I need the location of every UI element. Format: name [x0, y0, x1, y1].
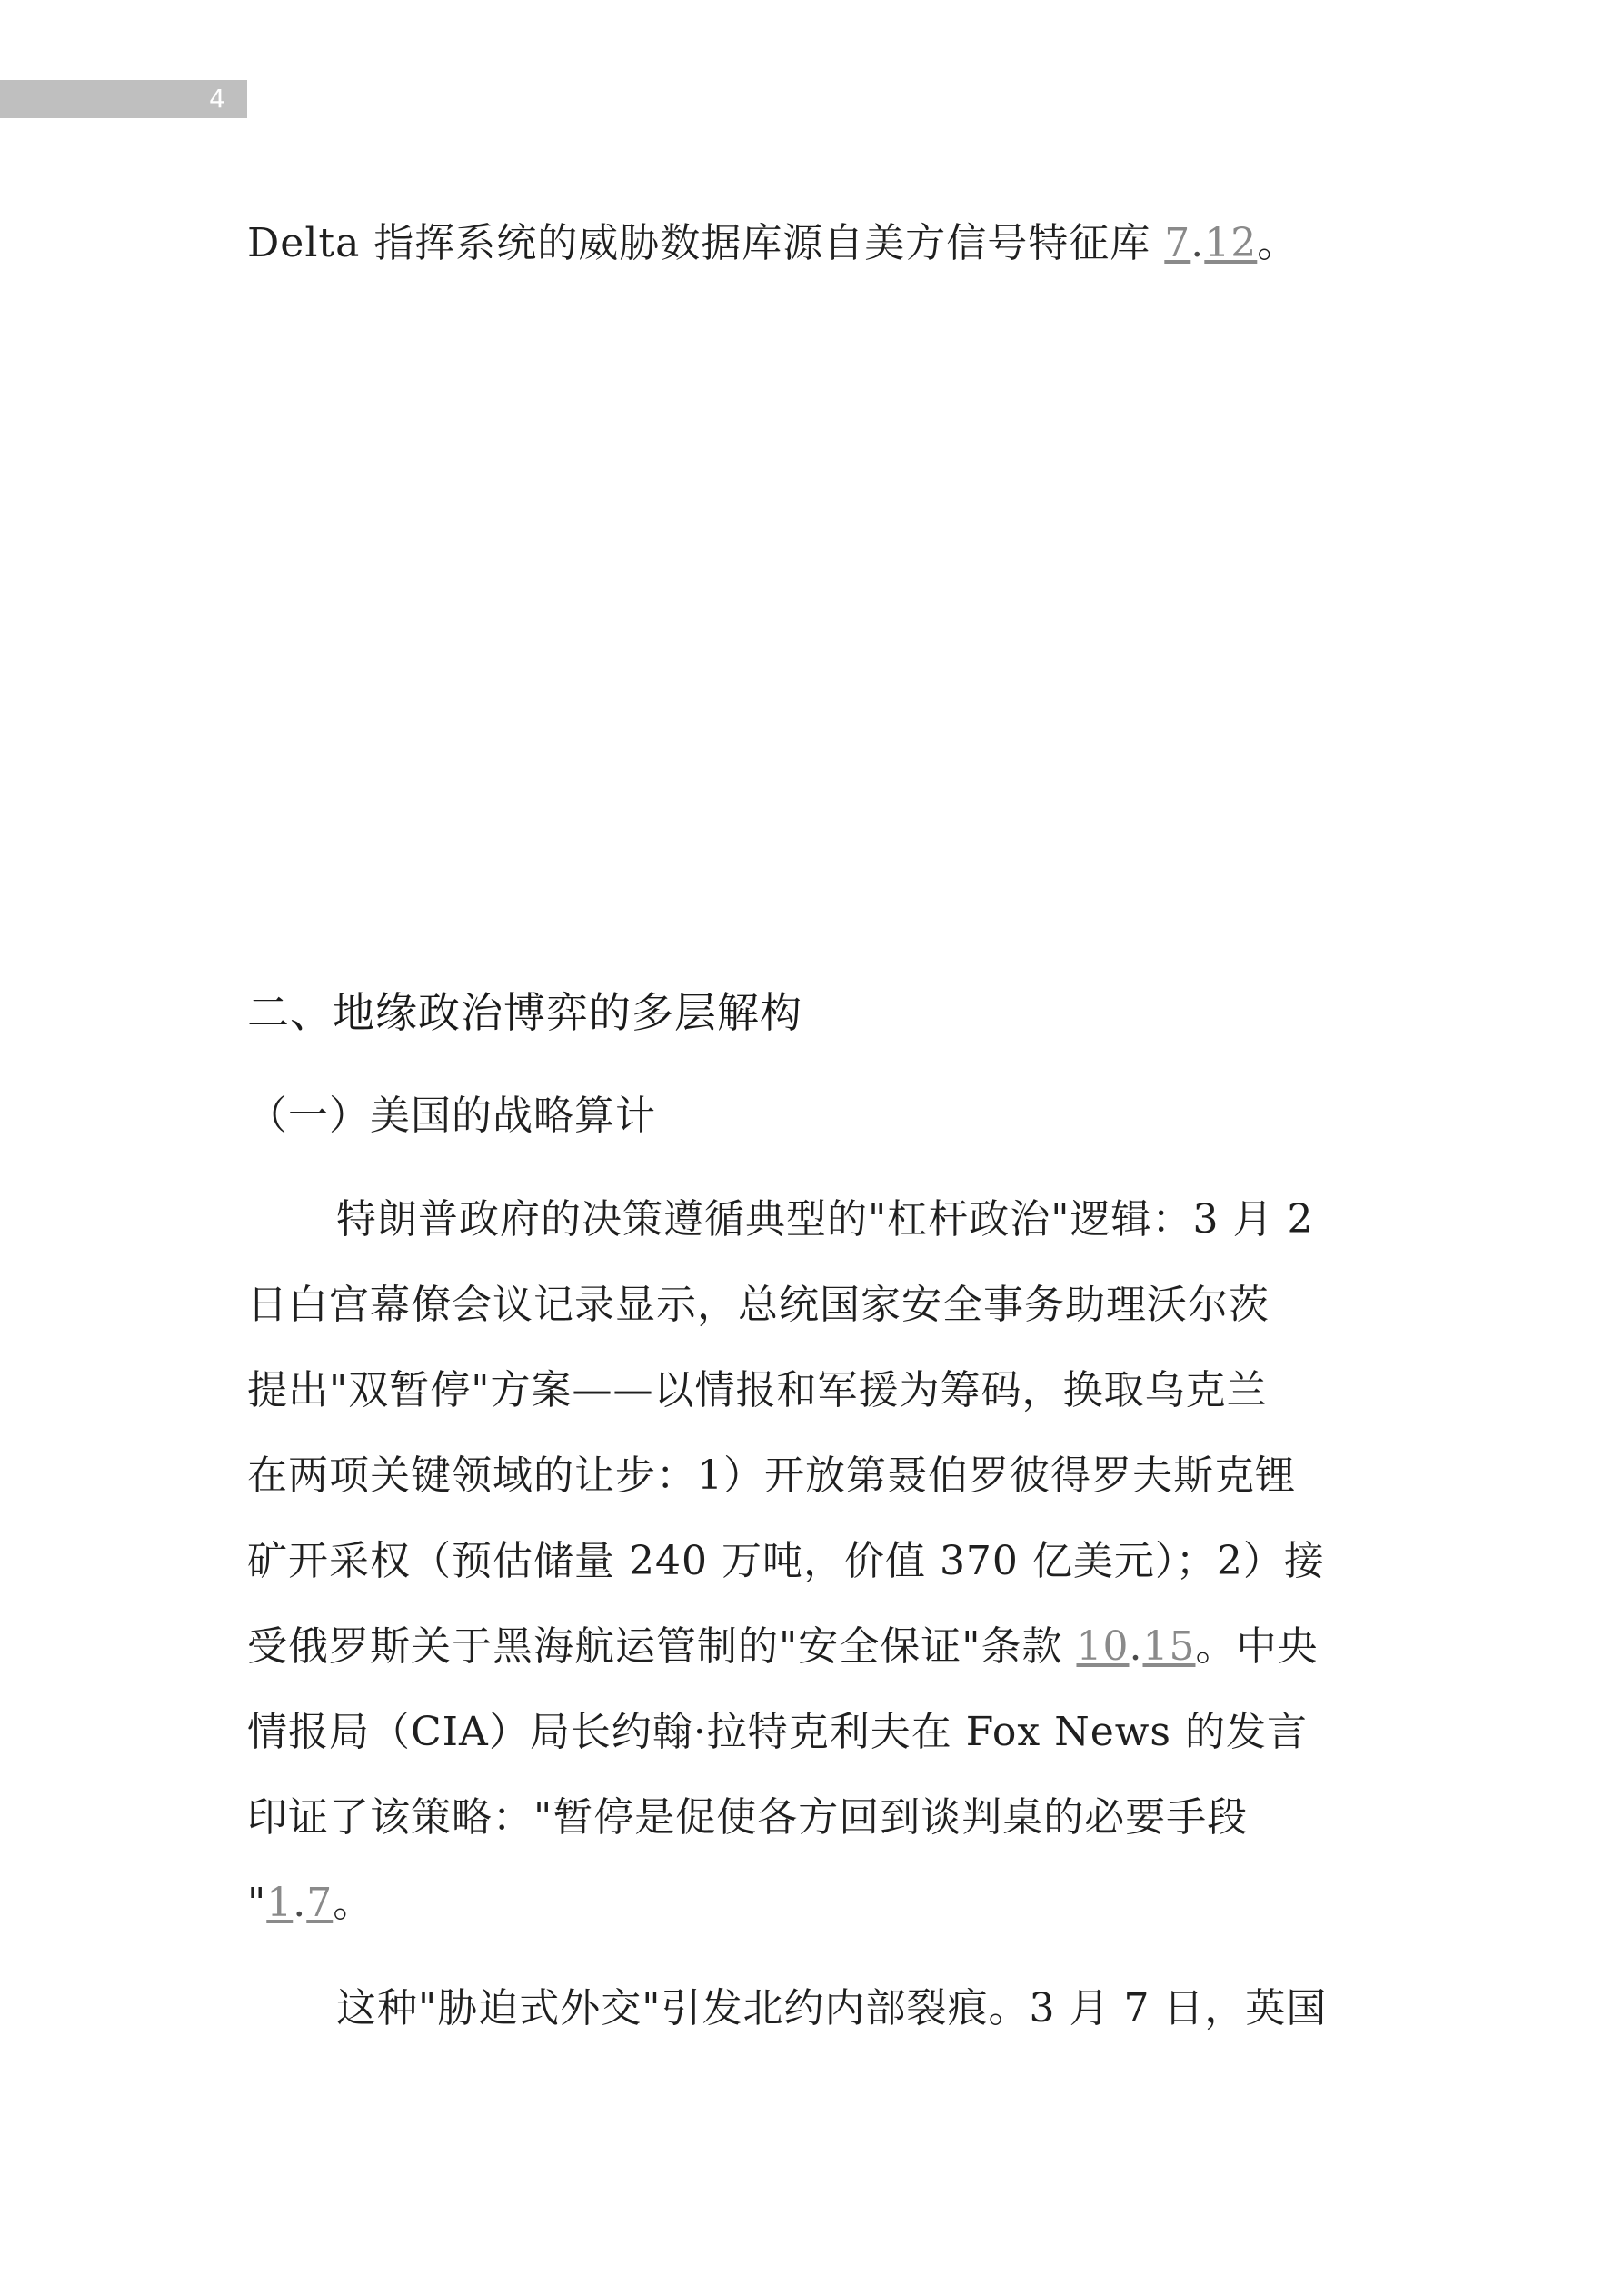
paragraph-line: 这种"胁迫式外交"引发北约内部裂痕。3 月 7 日，英国	[336, 1985, 1328, 2031]
paragraph-text: "	[247, 1880, 267, 1926]
subsection-heading: （一）美国的战略算计	[247, 1093, 656, 1139]
paragraph-line: 情报局（CIA）局长约翰·拉特克利夫在 Fox News 的发言	[247, 1709, 1308, 1755]
citation-link[interactable]: 7	[306, 1880, 334, 1926]
citation-link[interactable]: 12	[1204, 220, 1258, 266]
paragraph-line	[247, 1876, 373, 1931]
paragraph-line: 矿开采权（预估储量 240 万吨，价值 370 亿美元）；2）接	[247, 1538, 1325, 1584]
intro-text: Delta 指挥系统的威胁数据库源自美方信号特征库	[247, 220, 1151, 266]
citation-separator: .	[1129, 1623, 1143, 1670]
paragraph-line: 在两项关键领域的让步：1）开放第聂伯罗彼得罗夫斯克锂	[247, 1452, 1296, 1499]
paragraph-line: 提出"双暂停"方案——以情报和军援为筹码，换取乌克兰	[247, 1367, 1268, 1413]
sentence-end: 。	[1257, 220, 1299, 266]
paragraph-line: 特朗普政府的决策遵循典型的"杠杆政治"逻辑：3 月 2	[336, 1196, 1314, 1243]
paragraph-line	[247, 1620, 1318, 1674]
citation-link[interactable]: 10	[1076, 1623, 1130, 1670]
page-number: 4	[209, 84, 225, 114]
citation-link[interactable]: 15	[1142, 1623, 1196, 1670]
paragraph-line: 印证了该策略："暂停是促使各方回到谈判桌的必要手段	[247, 1794, 1249, 1841]
citation-link[interactable]: 1	[266, 1880, 294, 1926]
paragraph-text: 。中央	[1195, 1623, 1319, 1670]
paragraph-text: 受俄罗斯关于黑海航运管制的"安全保证"条款	[247, 1623, 1063, 1670]
paragraph-text: 。	[333, 1880, 374, 1926]
paragraph-line: 日白宫幕僚会议记录显示，总统国家安全事务助理沃尔茨	[247, 1282, 1270, 1328]
section-heading: 二、地缘政治博弈的多层解构	[247, 988, 802, 1037]
citation-separator: .	[293, 1880, 307, 1926]
citation-separator: .	[1190, 220, 1205, 266]
intro-line	[247, 216, 1298, 271]
citation-link[interactable]: 7	[1164, 220, 1191, 266]
